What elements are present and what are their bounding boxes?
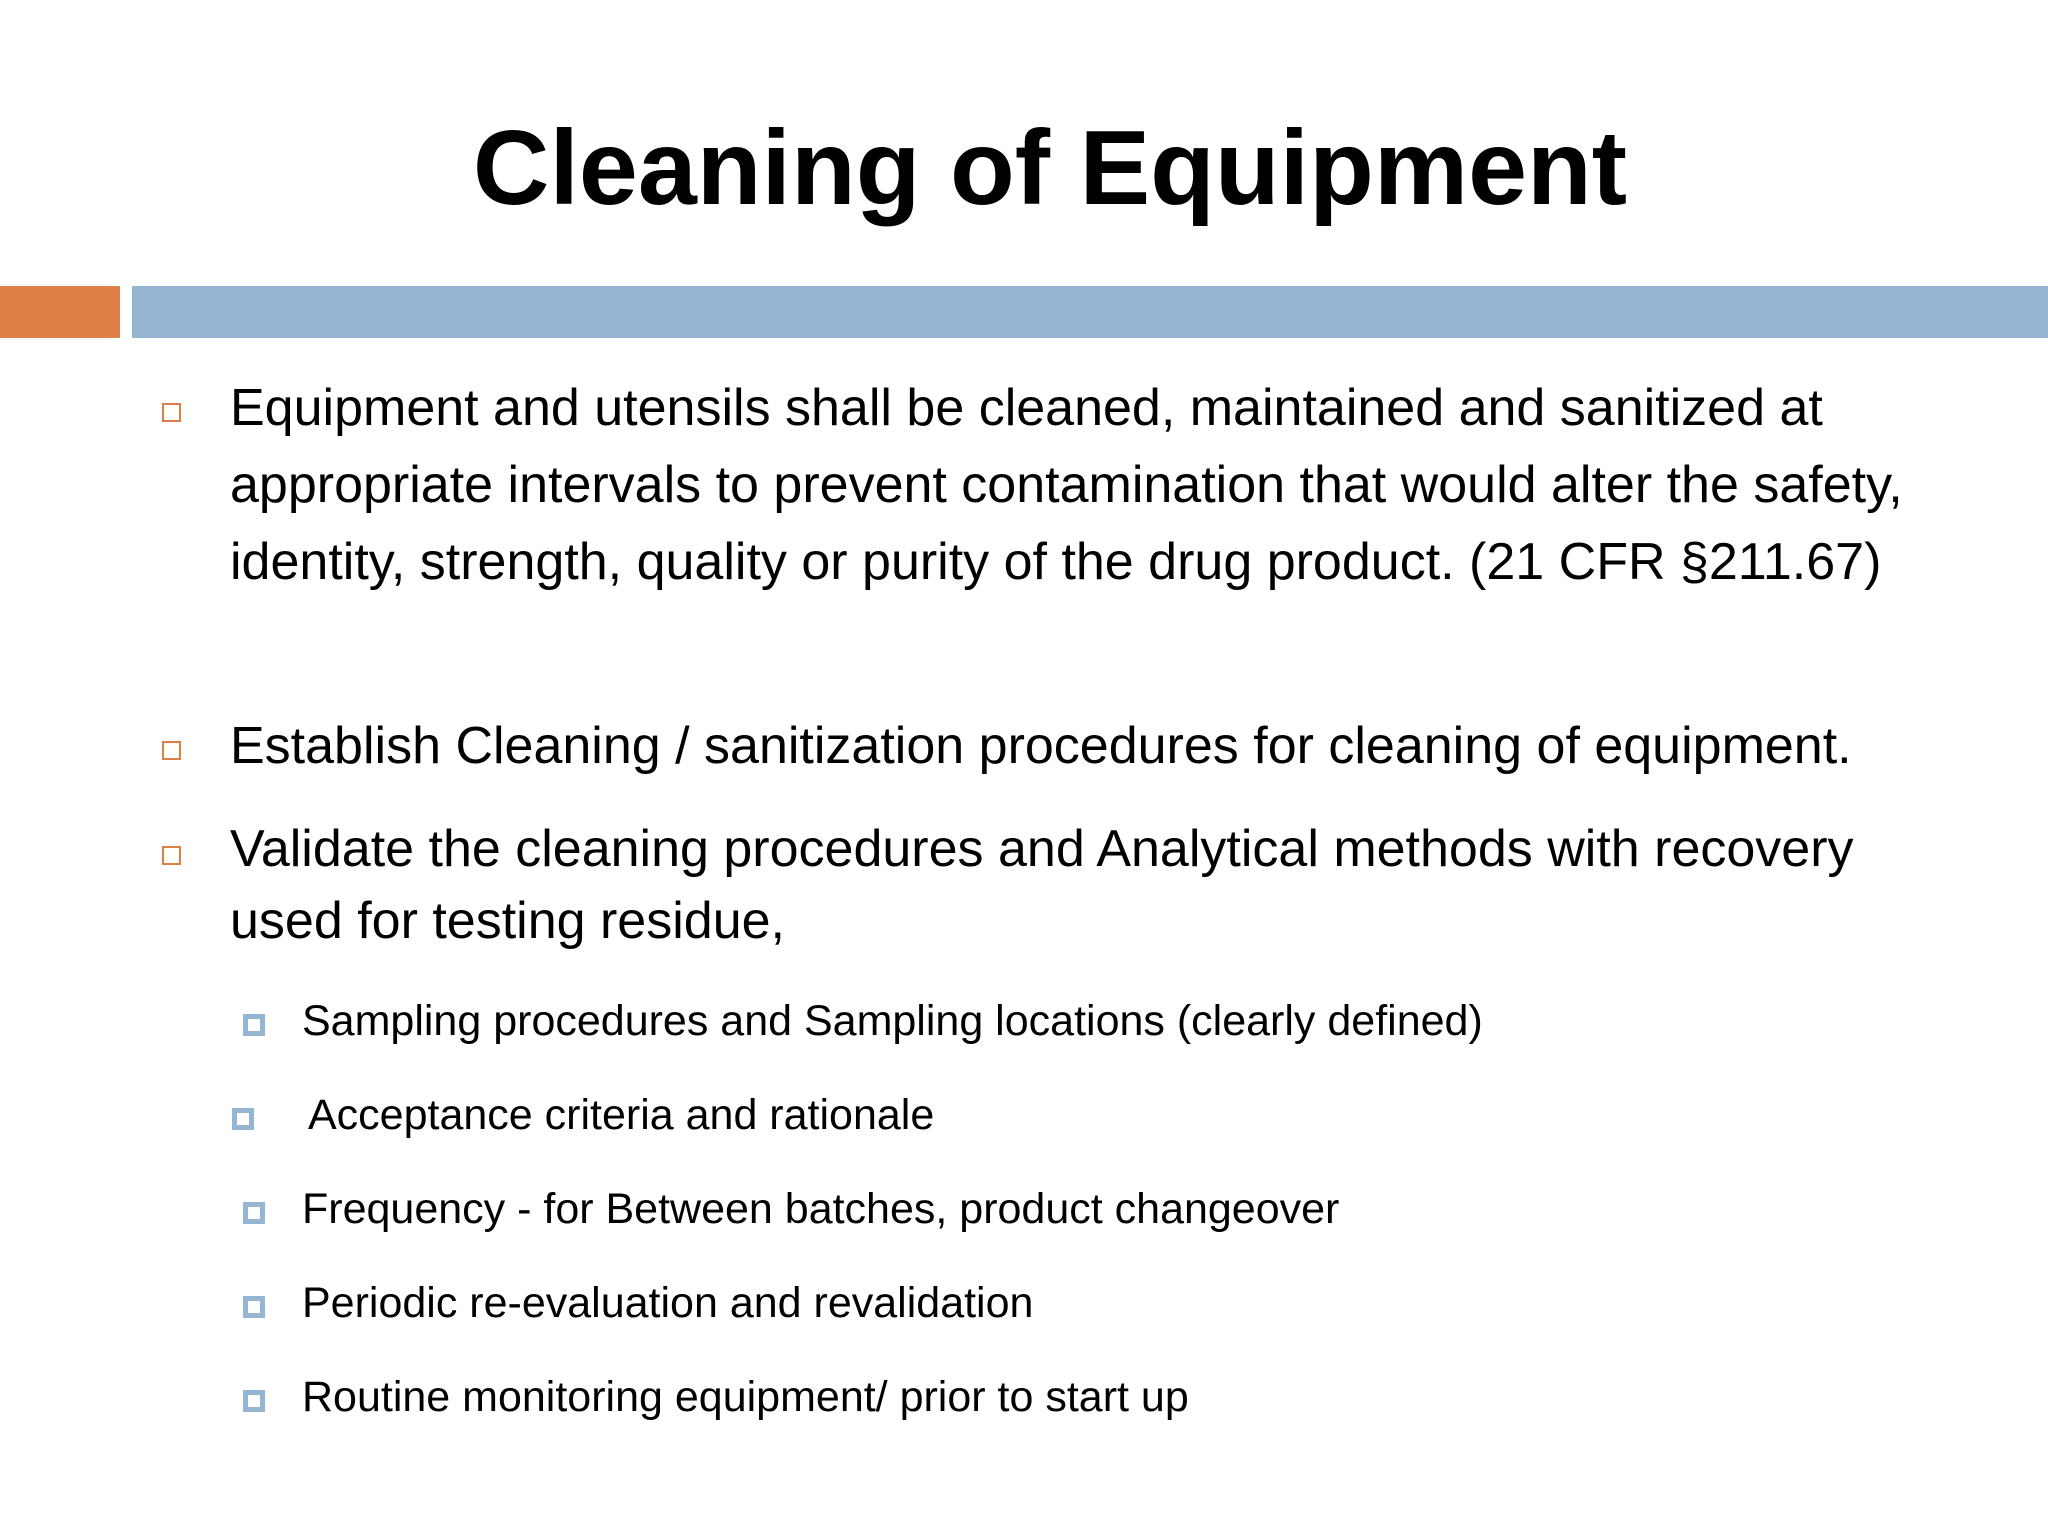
- sub-bullet-square-icon: [232, 1108, 254, 1130]
- bullet-square-icon: [162, 741, 181, 760]
- bullet-square-icon: [162, 403, 181, 422]
- sub-bullet-square-icon: [243, 1296, 265, 1318]
- sub-bullet-square-icon: [243, 1390, 265, 1412]
- bullet-text: Establish Cleaning / sanitization procedures for cleaning of equipment.: [230, 717, 1852, 775]
- sub-bullet-item: Periodic re-evaluation and revalidation: [302, 1279, 1034, 1327]
- sub-bullet-item: Frequency - for Between batches, product changeover: [302, 1185, 1340, 1233]
- bullet-item: [230, 370, 1950, 601]
- sub-bullet-item: Sampling procedures and Sampling locations (clearly defined): [302, 997, 1483, 1045]
- slide-title: Cleaning of Equipment: [472, 109, 1628, 227]
- sub-bullet-item: Acceptance criteria and rationale: [308, 1091, 935, 1139]
- bullet-square-icon: [162, 846, 181, 865]
- bullet-item: [230, 813, 1950, 957]
- sub-bullet-square-icon: [243, 1202, 265, 1224]
- sub-bullet-item: Routine monitoring equipment/ prior to start up: [302, 1373, 1189, 1421]
- bullet-text: Validate the cleaning procedures and Analytical methods with recovery used for testing residue,: [230, 820, 1854, 950]
- accent-bar-blue: [132, 286, 2048, 338]
- accent-bar-orange: [0, 286, 120, 338]
- bullet-text: Equipment and utensils shall be cleaned, maintained and sanitized at appropriate intervals to prevent contamination that would alter the safety, identity, strength, quality or purity of the drug product. (21 CFR §211.67): [230, 379, 1903, 591]
- bullet-item: [230, 708, 1950, 785]
- sub-bullet-square-icon: [243, 1014, 265, 1036]
